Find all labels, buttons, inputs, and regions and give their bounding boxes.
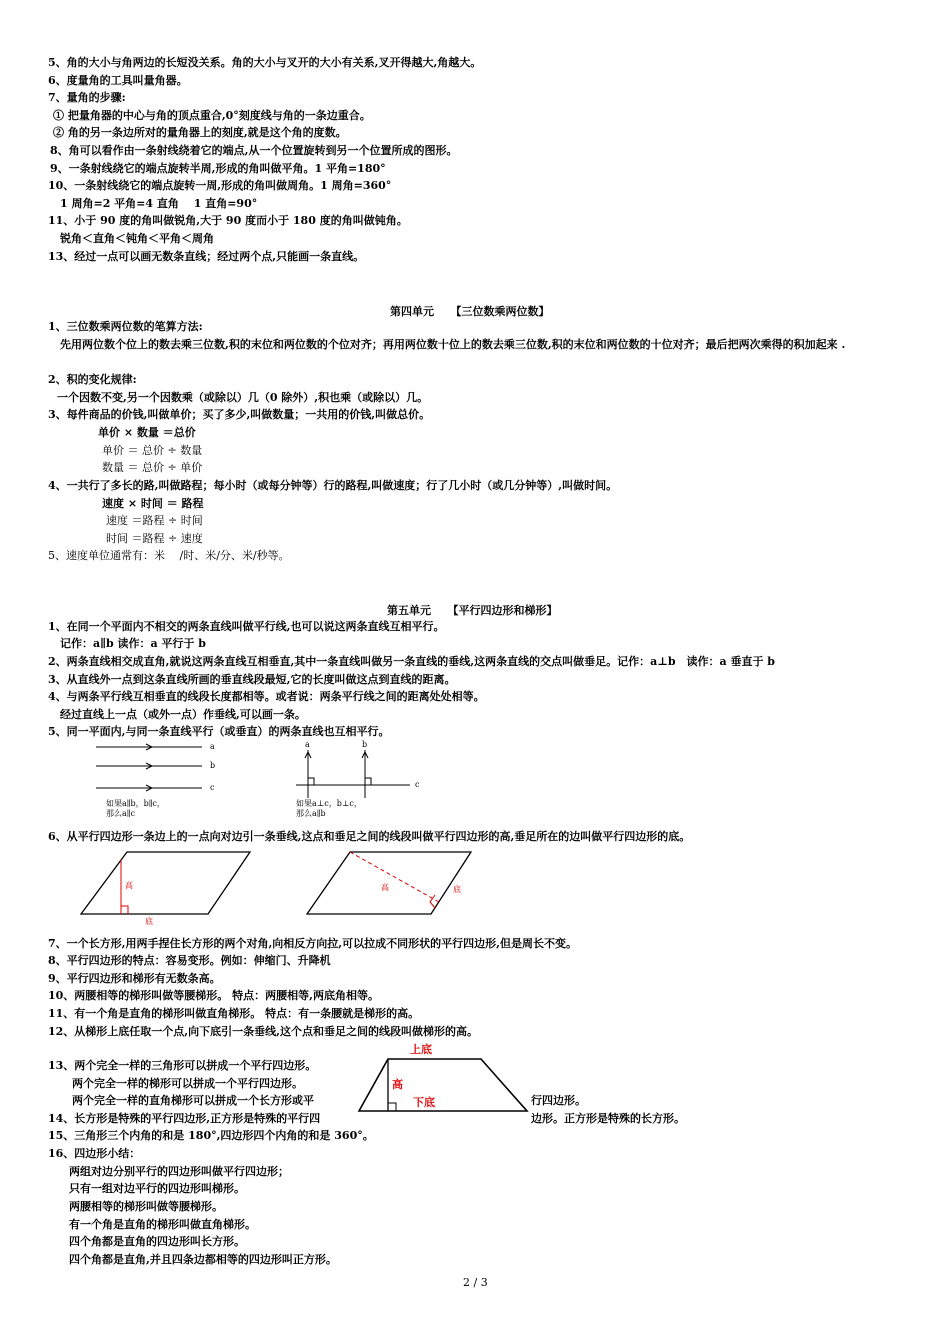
text-line: 4、一共行了多长的路,叫做路程；每小时（或每分钟等）行的路程,叫做速度；行了几小时（或几分钟等）,叫做时间。 [48,479,618,492]
text-line: 1、三位数乘两位数的笔算方法: [48,320,203,333]
text-line: 3、从直线外一点到这条直线所画的垂直线段最短,它的长度叫做这点到直线的距离。 [48,673,456,686]
section-title: 第五单元 【平行四边形和梯形】 [387,604,558,617]
formula: 单价 × 数量 ＝总价 [98,426,196,439]
caption: 那么a∥b [296,809,326,818]
text-line: 13、经过一点可以画无数条直线；经过两个点,只能画一条直线。 [48,250,365,263]
text-line: 9、一条射线绕它的端点旋转半周,形成的角叫做平角。1 平角=180° [50,162,386,175]
text-line: 10、一条射线绕它的端点旋转一周,形成的角叫做周角。1 周角=360° [48,179,392,192]
text-line: 只有一组对边平行的四边形叫梯形。 [69,1182,245,1195]
caption: 如果a∥b，b∥c， [106,799,165,808]
label-base: 底 [453,885,461,894]
text-line: 边形。正方形是特殊的长方形。 [531,1112,685,1125]
text-line: 两个完全一样的直角梯形可以拼成一个长方形或平 [72,1094,314,1107]
text-line: 5、角的大小与角两边的长短没关系。角的大小与叉开的大小有关系,叉开得越大,角越大。 [48,56,482,69]
label-high: 高 [381,883,389,892]
text-line: 3、每件商品的价钱,叫做单价；买了多少,叫做数量；一共用的价钱,叫做总价。 [48,408,431,421]
formula: 速度 ＝路程 ÷ 时间 [106,514,203,527]
text-line: 1 周角=2 平角=4 直角 1 直角=90° [60,197,258,210]
section-title: 第四单元 【三位数乘两位数】 [390,305,550,318]
formula: 速度 × 时间 ＝ 路程 [102,497,204,510]
label-c: c [210,783,215,792]
text-line: 两腰相等的梯形叫做等腰梯形。 [69,1200,223,1213]
text-line: 两组对边分别平行的四边形叫做平行四边形； [69,1165,289,1178]
text-line: 先用两位数个位上的数去乘三位数,积的末位和两位数的个位对齐；再用两位数十位上的数去乘三位数,积的末位和两位数的十位对齐；最后把两次乘得的积加起来 . [60,338,846,351]
label-top-base: 上底 [410,1043,432,1056]
text-line: 记作：a∥b 读作：a 平行于 b [60,637,206,650]
label-high: 高 [125,881,133,890]
formula: 时间 ＝路程 ÷ 速度 [106,532,203,545]
text-line: 14、长方形是特殊的平行四边形,正方形是特殊的平行四 [48,1112,321,1125]
text-line: 经过直线上一点（或外一点）作垂线,可以画一条。 [60,708,306,721]
text-line: 1、在同一个平面内不相交的两条直线叫做平行线,也可以说这两条直线互相平行。 [48,620,445,633]
text-line: 2、两条直线相交成直角,就说这两条直线互相垂直,其中一条直线叫做另一条直线的垂线,这两条直线的交点叫做垂足。记作：a⊥b 读作：a 垂直于 b [48,655,775,668]
label-b: b [210,761,216,770]
text-line: 11、小于 90 度的角叫做锐角,大于 90 度而小于 180 度的角叫做钝角。 [48,214,408,227]
label-c: c [415,780,420,789]
text-line: 10、两腰相等的梯形叫做等腰梯形。 特点：两腰相等,两底角相等。 [48,989,379,1002]
text-line: 两个完全一样的梯形可以拼成一个平行四边形。 [72,1077,303,1090]
label-a: a [305,740,310,749]
text-line: 锐角＜直角＜钝角＜平角＜周角 [60,232,214,245]
caption: 如果a⊥c，b⊥c， [296,799,362,808]
text-line: 6、度量角的工具叫量角器。 [48,74,188,87]
text-line: 9、平行四边形和梯形有无数条高。 [48,972,221,985]
text-line: 四个角都是直角,并且四条边都相等的四边形叫正方形。 [69,1253,337,1266]
parallel-lines-figure [90,738,430,820]
text-line: 8、角可以看作由一条射线绕着它的端点,从一个位置旋转到另一个位置所成的图形。 [50,144,458,157]
text-line: 6、从平行四边形一条边上的一点向对边引一条垂线,这点和垂足之间的线段叫做平行四边形的高,垂足所在的边叫做平行四边形的底。 [48,830,691,843]
text-line: 一个因数不变,另一个因数乘（或除以）几（0 除外）,积也乘（或除以）几。 [57,391,429,404]
label-bottom-base: 下底 [413,1096,435,1109]
text-line: 11、有一个角是直角的梯形叫做直角梯形。 特点：有一条腰就是梯形的高。 [48,1007,420,1020]
text-line: 7、量角的步骤: [48,91,126,104]
caption: 那么a∥c [106,809,135,818]
text-line: 8、平行四边形的特点：容易变形。例如：伸缩门、升降机 [48,954,331,967]
text-line: 16、四边形小结： [48,1147,141,1160]
text-line: 有一个角是直角的梯形叫做直角梯形。 [69,1218,256,1231]
label-high: 高 [392,1078,403,1091]
text-line: 四个角都是直角的四边形叫长方形。 [69,1235,245,1248]
formula: 单价 ＝ 总价 ÷ 数量 [102,444,203,457]
text-line: 15、三角形三个内角的和是 180°,四边形四个内角的和是 360°。 [48,1129,374,1142]
label-a: a [210,742,215,751]
formula: 数量 ＝ 总价 ÷ 单价 [102,461,203,474]
page-number: 2 / 3 [463,1276,488,1289]
text-line: 12、从梯形上底任取一个点,向下底引一条垂线,这个点和垂足之间的线段叫做梯形的高。 [48,1025,478,1038]
text-line: 5、同一平面内,与同一条直线平行（或垂直）的两条直线也互相平行。 [48,725,390,738]
text-line: 4、与两条平行线互相垂直的线段长度都相等。或者说：两条平行线之间的距离处处相等。 [48,690,485,703]
parallelogram-height-figure [75,848,475,930]
trapezoid-figure [355,1040,530,1118]
label-base: 底 [145,917,153,926]
text-line: 7、一个长方形,用两手捏住长方形的两个对角,向相反方向拉,可以拉成不同形状的平行四边形,但是周长不变。 [48,937,577,950]
text-line: 行四边形。 [531,1094,586,1107]
text-line: ② 角的另一条边所对的量角器上的刻度,就是这个角的度数。 [53,126,347,139]
label-b: b [362,740,368,749]
text-line: 2、积的变化规律: [48,373,137,386]
text-line: 13、两个完全一样的三角形可以拼成一个平行四边形。 [48,1059,317,1072]
text-line: ① 把量角器的中心与角的顶点重合,0°刻度线与角的一条边重合。 [53,109,371,122]
text-line: 5、速度单位通常有：米 /时、米/分、米/秒等。 [48,549,290,562]
